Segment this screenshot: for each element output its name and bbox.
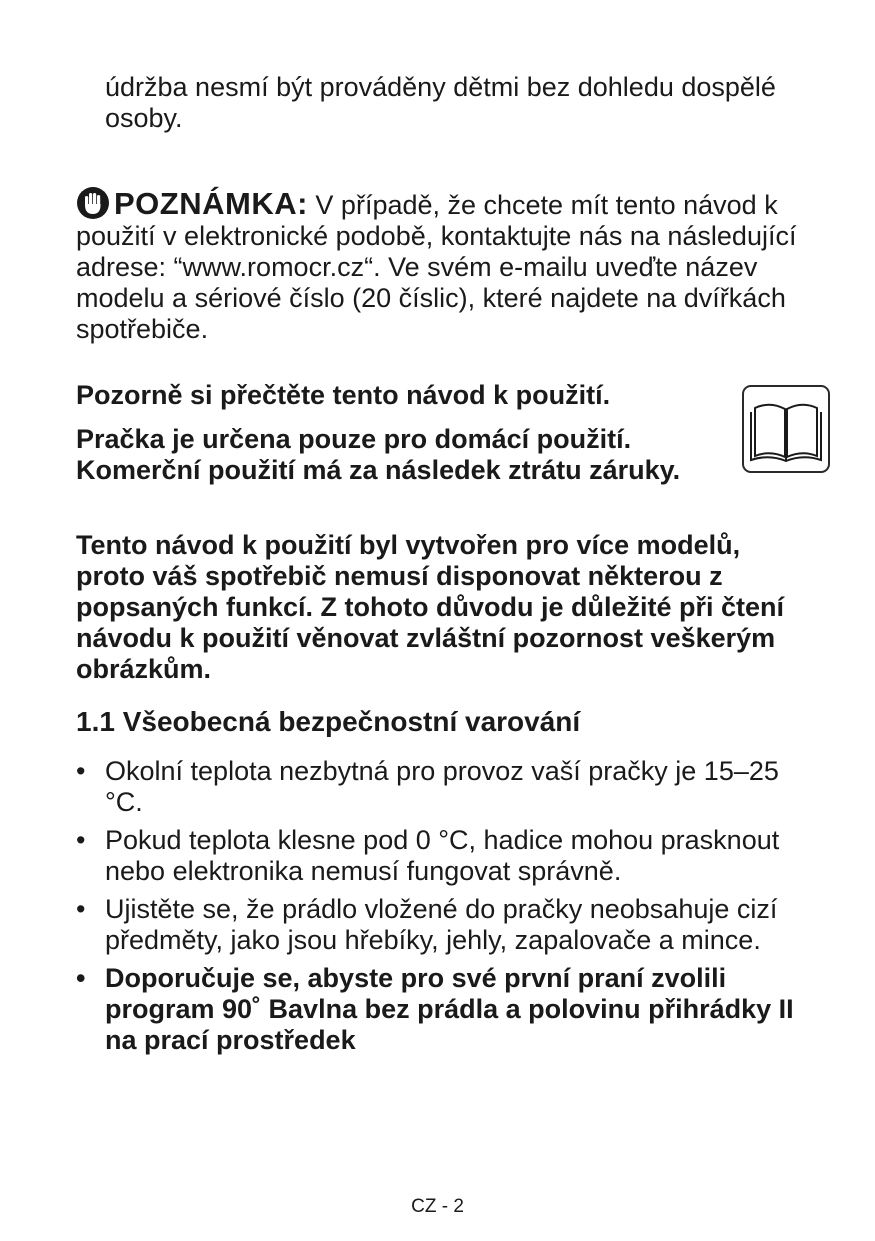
list-item	[76, 756, 816, 818]
manual-models-text: Tento návod k použití byl vytvořen pro více modelů, proto váš spotřebič nemusí disponovat některou z popsaných funkcí. Z tohoto důvodu je důležité při čtení návodu k použití věnovat zvláštní pozornost veškerým obrázkům.	[76, 530, 785, 684]
bullet-symbol: •	[76, 825, 86, 855]
note-paragraph	[76, 186, 816, 345]
list-item-text: Doporučuje se, abyste pro své první praní zvolili program 90˚ Bavlna bez prádla a polovinu přihrádky II na prací prostředek	[105, 963, 794, 1055]
bullet-symbol: •	[76, 963, 86, 993]
read-carefully-text: Pozorně si přečtěte tento návod k použití.	[76, 380, 611, 410]
bullet-symbol: •	[76, 756, 86, 786]
home-use-text: Pračka je určena pouze pro domácí použití. Komerční použití má za následek ztrátu záruky.	[76, 424, 681, 485]
page-number: CZ - 2	[411, 1196, 464, 1217]
continuation-paragraph: údržba nesmí být prováděny dětmi bez dohledu dospělé osoby.	[105, 72, 776, 133]
list-item-text: Ujistěte se, že prádlo vložené do pračky neobsahuje cizí předměty, jako jsou hřebíky, jehly, zapalovače a mince.	[105, 894, 778, 955]
bullet-symbol: •	[76, 894, 86, 924]
list-item	[76, 963, 816, 1056]
open-book-icon	[742, 385, 830, 473]
list-item-text: Okolní teplota nezbytná pro provoz vaší pračky je 15–25 °C.	[105, 756, 779, 817]
list-item-text: Pokud teplota klesne pod 0 °C, hadice mohou prasknout nebo elektronika nemusí fungovat správně.	[105, 825, 780, 886]
book-icon-graphic	[744, 387, 828, 471]
list-item	[76, 894, 816, 956]
safety-bullet-list	[76, 756, 816, 1063]
stop-hand-icon	[76, 186, 110, 220]
note-title: POZNÁMKA:	[114, 186, 308, 221]
section-title: 1.1 Všeobecná bezpečnostní varování	[76, 706, 581, 737]
list-item	[76, 825, 816, 887]
note-body: V případě, že chcete mít tento návod k použití v elektronické podobě, kontaktujte nás na následující adrese: “www.romocr.cz“. Ve svém e-mailu uveďte název modelu a sériové číslo (20 číslic), které najdete na dvířkách spotřebiče.	[76, 190, 797, 344]
